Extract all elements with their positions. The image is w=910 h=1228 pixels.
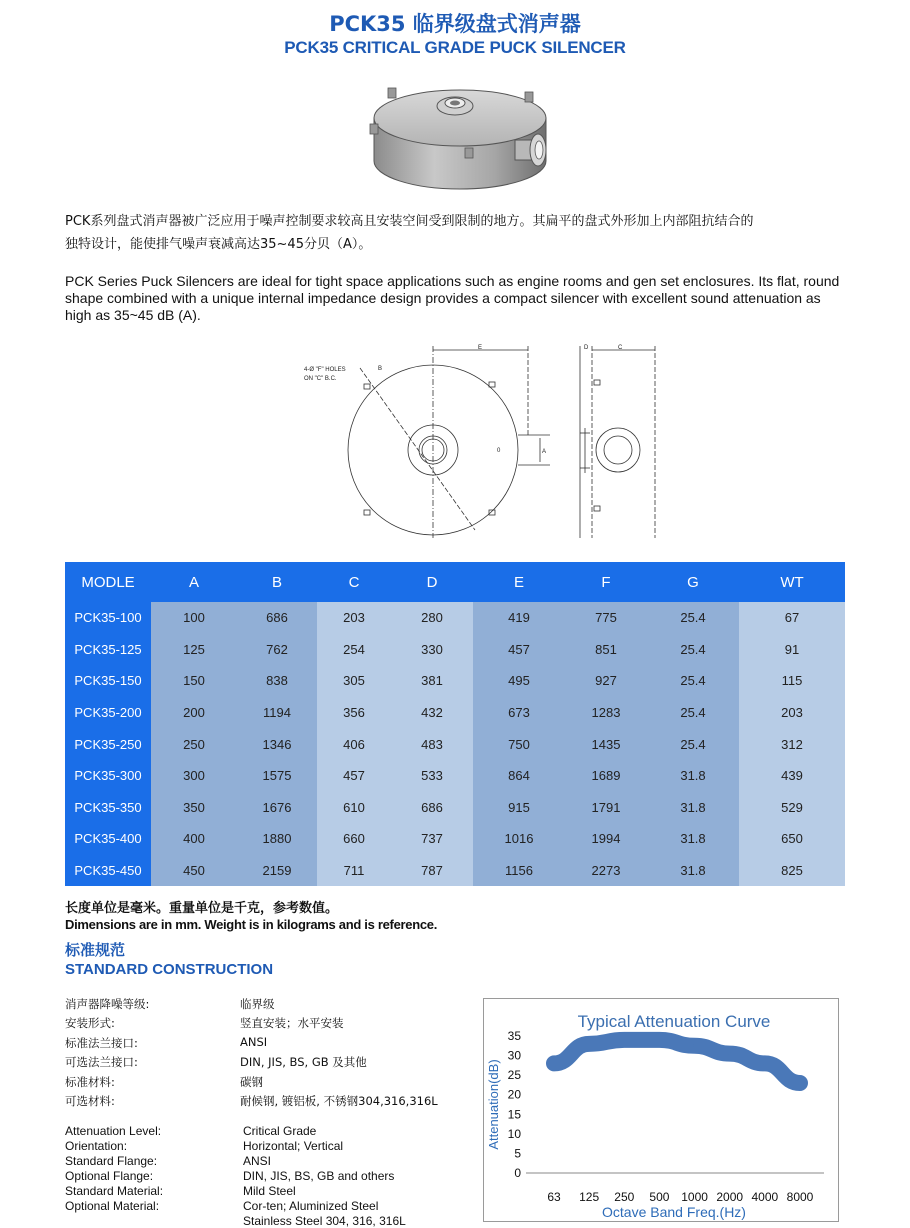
value-cell: 2273 <box>565 855 647 887</box>
standard-list-en <box>65 1124 465 1228</box>
y-axis-label: Attenuation(dB) <box>486 1059 501 1150</box>
value-cell: 31.8 <box>647 792 739 824</box>
model-cell: PCK35-150 <box>65 665 151 697</box>
value-cell: 25.4 <box>647 697 739 729</box>
value-cell: 300 <box>151 760 237 792</box>
standard-value: Cor-ten; Aluminized Steel <box>243 1199 379 1213</box>
dim-label-a: A <box>542 449 547 455</box>
standard-row-cn <box>65 1054 465 1073</box>
standard-label: 安装形式: <box>65 1016 115 1031</box>
standard-value: DIN, JIS, BS, GB and others <box>243 1169 395 1183</box>
standard-value: Horizontal; Vertical <box>243 1139 344 1153</box>
table-row <box>65 665 845 697</box>
standard-row-en <box>65 1169 465 1184</box>
model-cell: PCK35-300 <box>65 760 151 792</box>
standard-row-cn <box>65 1015 465 1034</box>
description-cn-line1: PCK系列盘式消声器被广泛应用于噪声控制要求较高且安装空间受到限制的地方。其扁平的盘式外形加上内部阻抗结合的 <box>65 214 754 229</box>
units-note-en: Dimensions are in mm. Weight is in kilograms and is reference. <box>65 917 438 932</box>
value-cell: 312 <box>739 728 845 760</box>
value-cell: 686 <box>391 792 473 824</box>
value-cell: 825 <box>739 855 845 887</box>
value-cell: 495 <box>473 665 565 697</box>
value-cell: 356 <box>317 697 391 729</box>
x-tick-label: 8000 <box>786 1190 814 1204</box>
value-cell: 31.8 <box>647 855 739 887</box>
holes-note-line2: ON "C" B.C. <box>304 376 337 382</box>
data-point-125 <box>588 1042 591 1045</box>
value-cell: 31.8 <box>647 760 739 792</box>
value-cell: 254 <box>317 634 391 666</box>
standard-list-cn <box>65 996 465 1112</box>
value-cell: 1575 <box>237 760 317 792</box>
model-cell: PCK35-125 <box>65 634 151 666</box>
value-cell: 1016 <box>473 823 565 855</box>
value-cell: 1880 <box>237 823 317 855</box>
standard-value: ANSI <box>240 1034 268 1049</box>
value-cell: 67 <box>739 602 845 634</box>
standard-row-cn <box>65 996 465 1015</box>
table-row <box>65 634 845 666</box>
description-cn-line2: 独特设计，能使排气噪声衰减高达35~45分贝（A）。 <box>65 237 372 252</box>
x-tick-label: 4000 <box>751 1190 779 1204</box>
table-row <box>65 697 845 729</box>
attenuation-chart <box>483 998 839 1222</box>
y-tick-label: 0 <box>514 1166 521 1180</box>
value-cell: 533 <box>391 760 473 792</box>
standard-label: 标准法兰接口: <box>65 1035 138 1050</box>
attenuation-series-line <box>554 1040 800 1083</box>
value-cell: 650 <box>739 823 845 855</box>
standard-value: 临界级 <box>240 997 275 1011</box>
table-header-cell: A <box>151 562 237 602</box>
data-point-8000 <box>799 1081 802 1084</box>
standard-row-cn <box>65 1035 465 1054</box>
standard-row-en <box>65 1199 465 1228</box>
x-tick-label: 250 <box>614 1190 635 1204</box>
dimension-table <box>65 562 845 886</box>
data-point-500 <box>658 1038 661 1041</box>
value-cell: 1156 <box>473 855 565 887</box>
table-row <box>65 823 845 855</box>
y-tick-label: 15 <box>507 1107 521 1122</box>
value-cell: 737 <box>391 823 473 855</box>
value-cell: 150 <box>151 665 237 697</box>
x-tick-label: 2000 <box>716 1190 744 1204</box>
standard-label: Optional Material: <box>65 1199 160 1213</box>
standard-value: 耐候钢, 镀铝板, 不锈钢304,316,316L <box>240 1093 438 1108</box>
standard-row-en <box>65 1154 465 1169</box>
standard-value: Mild Steel <box>243 1184 296 1198</box>
table-header-cell: MODLE <box>65 562 151 602</box>
value-cell: 203 <box>739 697 845 729</box>
standard-value: 碳钢 <box>240 1074 263 1089</box>
standard-label: 标准材料: <box>65 1074 115 1089</box>
standard-label: 可选法兰接口: <box>65 1055 138 1070</box>
data-point-250 <box>623 1038 626 1041</box>
value-cell: 203 <box>317 602 391 634</box>
value-cell: 927 <box>565 665 647 697</box>
table-header-cell: C <box>317 562 391 602</box>
x-tick-label: 125 <box>579 1190 600 1204</box>
value-cell: 457 <box>317 760 391 792</box>
value-cell: 400 <box>151 823 237 855</box>
value-cell: 330 <box>391 634 473 666</box>
standard-row-en <box>65 1184 465 1199</box>
value-cell: 1283 <box>565 697 647 729</box>
description-en: PCK Series Puck Silencers are ideal for tight space applications such as engine rooms and gen set enclosures. Its flat, round shape combined with a unique internal impedance design provides a compact silencer with excellent sound attenuation as high as 35~45 dB (A). <box>65 273 840 323</box>
x-tick-label: 1000 <box>681 1190 708 1204</box>
model-cell: PCK35-450 <box>65 855 151 887</box>
table-row <box>65 728 845 760</box>
table-header-cell: D <box>391 562 473 602</box>
value-cell: 115 <box>739 665 845 697</box>
value-cell: 381 <box>391 665 473 697</box>
value-cell: 762 <box>237 634 317 666</box>
value-cell: 450 <box>151 855 237 887</box>
chart-title: Typical Attenuation Curve <box>577 1012 771 1031</box>
table-header-cell: B <box>237 562 317 602</box>
standard-label: Attenuation Level: <box>65 1124 162 1138</box>
description-cn <box>65 210 855 256</box>
value-cell: 25.4 <box>647 602 739 634</box>
value-cell: 660 <box>317 823 391 855</box>
value-cell: 125 <box>151 634 237 666</box>
value-cell: 25.4 <box>647 728 739 760</box>
value-cell: 280 <box>391 602 473 634</box>
value-cell: 406 <box>317 728 391 760</box>
standard-title-en: STANDARD CONSTRUCTION <box>65 961 274 978</box>
units-note-cn: 长度单位是毫米。重量单位是千克，参考数值。 <box>65 901 339 916</box>
value-cell: 787 <box>391 855 473 887</box>
dim-label-b: B <box>378 366 383 372</box>
value-cell: 673 <box>473 697 565 729</box>
value-cell: 305 <box>317 665 391 697</box>
value-cell: 1689 <box>565 760 647 792</box>
data-point-2000 <box>728 1052 731 1055</box>
value-cell: 711 <box>317 855 391 887</box>
standard-label: Standard Material: <box>65 1184 164 1198</box>
y-tick-label: 5 <box>514 1146 521 1161</box>
table-header-cell: F <box>565 562 647 602</box>
dim-label-e: E <box>478 345 483 351</box>
y-tick-label: 10 <box>507 1126 521 1141</box>
value-cell: 838 <box>237 665 317 697</box>
value-cell: 1676 <box>237 792 317 824</box>
standard-label: Optional Flange: <box>65 1169 154 1183</box>
value-cell: 419 <box>473 602 565 634</box>
attenuation-chart-svg <box>484 999 838 1221</box>
standard-value: 竖直安装；水平安装 <box>240 1016 344 1031</box>
value-cell: 864 <box>473 760 565 792</box>
standard-label: 可选材料: <box>65 1093 115 1108</box>
value-cell: 1994 <box>565 823 647 855</box>
product-image <box>360 66 560 196</box>
value-cell: 350 <box>151 792 237 824</box>
value-cell: 483 <box>391 728 473 760</box>
model-cell: PCK35-400 <box>65 823 151 855</box>
data-point-63 <box>553 1062 556 1065</box>
dim-label-d: D <box>584 345 589 351</box>
value-cell: 91 <box>739 634 845 666</box>
value-cell: 915 <box>473 792 565 824</box>
model-cell: PCK35-250 <box>65 728 151 760</box>
value-cell: 457 <box>473 634 565 666</box>
model-cell: PCK35-350 <box>65 792 151 824</box>
value-cell: 25.4 <box>647 665 739 697</box>
model-cell: PCK35-100 <box>65 602 151 634</box>
table-header-cell: E <box>473 562 565 602</box>
standard-value: Critical Grade <box>243 1124 317 1138</box>
value-cell: 686 <box>237 602 317 634</box>
value-cell: 2159 <box>237 855 317 887</box>
y-tick-label: 35 <box>507 1029 521 1043</box>
dim-label-c: C <box>618 345 623 351</box>
value-cell: 1435 <box>565 728 647 760</box>
value-cell: 1346 <box>237 728 317 760</box>
table-row <box>65 760 845 792</box>
value-cell: 25.4 <box>647 634 739 666</box>
y-tick-label: 20 <box>507 1087 521 1102</box>
standard-value: ANSI <box>243 1154 272 1168</box>
x-tick-label: 63 <box>547 1190 561 1204</box>
value-cell: 439 <box>739 760 845 792</box>
standard-row-en <box>65 1124 465 1139</box>
table-row <box>65 792 845 824</box>
standard-label: Standard Flange: <box>65 1154 158 1168</box>
standard-value: Stainless Steel 304, 316, 316L <box>243 1214 406 1228</box>
table-header-cell: G <box>647 562 739 602</box>
value-cell: 529 <box>739 792 845 824</box>
value-cell: 1194 <box>237 697 317 729</box>
standard-label: Orientation: <box>65 1139 128 1153</box>
standard-title-cn: 标准规范 <box>65 941 126 959</box>
holes-note-line1: 4-Ø "F" HOLES <box>304 367 346 373</box>
value-cell: 250 <box>151 728 237 760</box>
value-cell: 775 <box>565 602 647 634</box>
y-tick-label: 25 <box>507 1068 521 1083</box>
value-cell: 610 <box>317 792 391 824</box>
value-cell: 100 <box>151 602 237 634</box>
standard-value: DIN, JIS, BS, GB 及其他 <box>240 1055 367 1070</box>
page-title-cn: PCK35 临界级盘式消声器 <box>329 12 581 36</box>
standard-row-cn <box>65 1093 465 1112</box>
data-point-1000 <box>693 1044 696 1047</box>
x-axis-label: Octave Band Freq.(Hz) <box>602 1204 746 1220</box>
value-cell: 851 <box>565 634 647 666</box>
data-point-4000 <box>763 1062 766 1065</box>
standard-label: 消声器降噪等级: <box>65 997 150 1011</box>
value-cell: 200 <box>151 697 237 729</box>
x-tick-label: 500 <box>649 1190 670 1204</box>
technical-drawing <box>300 338 680 543</box>
table-header-row <box>65 562 845 602</box>
model-cell: PCK35-200 <box>65 697 151 729</box>
table-row <box>65 855 845 887</box>
page-title-en: PCK35 CRITICAL GRADE PUCK SILENCER <box>284 38 626 57</box>
value-cell: 750 <box>473 728 565 760</box>
standard-row-en <box>65 1139 465 1154</box>
standard-row-cn <box>65 1074 465 1093</box>
value-cell: 31.8 <box>647 823 739 855</box>
y-tick-label: 30 <box>507 1048 521 1063</box>
value-cell: 1791 <box>565 792 647 824</box>
value-cell: 432 <box>391 697 473 729</box>
table-header-cell: WT <box>739 562 845 602</box>
table-row <box>65 602 845 634</box>
dim-label-0: 0 <box>497 448 501 454</box>
